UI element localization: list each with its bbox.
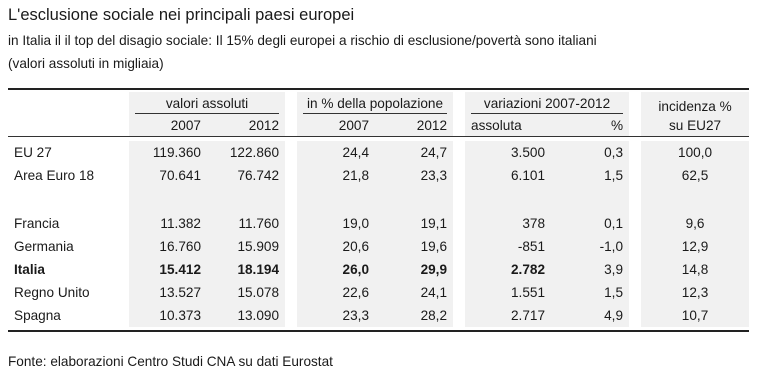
- header-row-subcolumns: [8, 114, 749, 137]
- cell-var-abs: 2.782: [465, 258, 551, 281]
- cell-pct-2007: 26,0: [297, 258, 375, 281]
- table-row: [8, 304, 749, 327]
- cell-abs-2007: 119.360: [129, 141, 207, 164]
- units-note: (valori assoluti in migliaia): [8, 56, 164, 71]
- row-label: Spagna: [14, 308, 61, 323]
- bottom-rule: [8, 330, 749, 332]
- cell-pct-2007: 20,6: [297, 235, 375, 258]
- cell-var-pct: 4,9: [551, 304, 629, 327]
- cell-var-pct: 0,3: [551, 141, 629, 164]
- cell-var-abs: 378: [465, 212, 551, 235]
- cell-pct-2012: 29,9: [375, 258, 453, 281]
- cell-var-pct: 0,1: [551, 212, 629, 235]
- header-abs-2007: 2007: [129, 114, 207, 137]
- cell-abs-2012: 15.909: [207, 235, 285, 258]
- cell-pct-2012: 23,3: [375, 164, 453, 187]
- cell-pct-2007: 23,3: [297, 304, 375, 327]
- table-row: [8, 141, 749, 164]
- cell-var-abs: 1.551: [465, 281, 551, 304]
- cell-var-pct: 1,5: [551, 281, 629, 304]
- cell-abs-2007: 13.527: [129, 281, 207, 304]
- cell-incidence: 9,6: [641, 212, 749, 235]
- row-label: EU 27: [14, 145, 52, 160]
- cell-abs-2007: 15.412: [129, 258, 207, 281]
- cell-abs-2012: 15.078: [207, 281, 285, 304]
- cell-pct-2007: 19,0: [297, 212, 375, 235]
- header-incidenza: incidenza %: [641, 92, 749, 114]
- cell-abs-2012: 11.760: [207, 212, 285, 235]
- table-row: [8, 281, 749, 304]
- row-label: Regno Unito: [14, 285, 90, 300]
- table-row-highlighted: [8, 258, 749, 281]
- cell-incidence: 10,7: [641, 304, 749, 327]
- row-label: Area Euro 18: [14, 168, 95, 183]
- cell-incidence: 12,9: [641, 235, 749, 258]
- cell-var-abs: 6.101: [465, 164, 551, 187]
- cell-abs-2012: 13.090: [207, 304, 285, 327]
- cell-incidence: 62,5: [641, 164, 749, 187]
- cell-pct-2007: 24,4: [297, 141, 375, 164]
- cell-var-abs: 2.717: [465, 304, 551, 327]
- cell-var-pct: -1,0: [551, 235, 629, 258]
- header-row-groups: [8, 92, 749, 114]
- table-row: [8, 212, 749, 235]
- cell-incidence: 12,3: [641, 281, 749, 304]
- header-var-percent: %: [551, 114, 629, 137]
- header-valori-assoluti: valori assoluti: [135, 94, 279, 114]
- cell-pct-2012: 24,7: [375, 141, 453, 164]
- data-table: [8, 92, 749, 327]
- cell-pct-2007: 22,6: [297, 281, 375, 304]
- cell-abs-2007: 10.373: [129, 304, 207, 327]
- cell-var-pct: 3,9: [551, 258, 629, 281]
- header-abs-2012: 2012: [207, 114, 285, 137]
- cell-abs-2012: 18.194: [207, 258, 285, 281]
- header-su-eu27: su EU27: [641, 114, 749, 137]
- cell-var-abs: -851: [465, 235, 551, 258]
- row-label: Germania: [14, 239, 74, 254]
- top-rule: [8, 88, 749, 90]
- cell-incidence: 14,8: [641, 258, 749, 281]
- cell-abs-2007: 70.641: [129, 164, 207, 187]
- table-subtitle: in Italia il il top del disagio sociale: Il 15% degli europei a rischio di esclusione/povertà sono italiani: [8, 33, 597, 48]
- cell-var-pct: 1,5: [551, 164, 629, 187]
- blank-row: [8, 187, 749, 212]
- row-label: Italia: [14, 262, 45, 277]
- source-note: Fonte: elaborazioni Centro Studi CNA su dati Eurostat: [8, 354, 333, 369]
- cell-pct-2012: 19,1: [375, 212, 453, 235]
- cell-abs-2007: 16.760: [129, 235, 207, 258]
- cell-pct-2007: 21,8: [297, 164, 375, 187]
- cell-pct-2012: 24,1: [375, 281, 453, 304]
- cell-incidence: 100,0: [641, 141, 749, 164]
- table-row: [8, 235, 749, 258]
- header-var-assoluta: assoluta: [465, 114, 551, 137]
- header-percent-popolazione: in % della popolazione: [303, 94, 447, 114]
- cell-abs-2012: 76.742: [207, 164, 285, 187]
- header-pct-2007: 2007: [297, 114, 375, 137]
- cell-pct-2012: 19,6: [375, 235, 453, 258]
- cell-abs-2007: 11.382: [129, 212, 207, 235]
- table-row: [8, 164, 749, 187]
- row-label: Francia: [14, 216, 60, 231]
- cell-pct-2012: 28,2: [375, 304, 453, 327]
- cell-var-abs: 3.500: [465, 141, 551, 164]
- header-pct-2012: 2012: [375, 114, 453, 137]
- table-title: L'esclusione sociale nei principali paesi europei: [8, 6, 355, 24]
- header-variazioni: variazioni 2007-2012: [471, 94, 623, 114]
- cell-abs-2012: 122.860: [207, 141, 285, 164]
